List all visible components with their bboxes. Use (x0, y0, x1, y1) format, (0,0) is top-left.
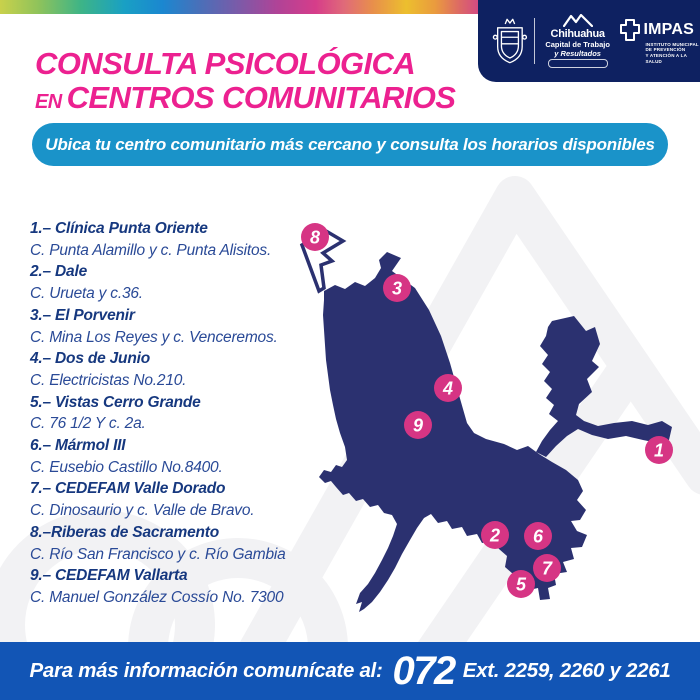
page-title-line2-main: CENTROS COMUNITARIOS (66, 80, 456, 115)
footer-extensions: Ext. 2259, 2260 y 2261 (462, 659, 671, 682)
center-title-4: 4.– Dos de Junio (30, 350, 150, 368)
map-marker-label-7: 7 (541, 558, 553, 579)
impas-cross-icon (619, 18, 641, 42)
page-title-line1: CONSULTA PSICOLÓGICA (35, 46, 416, 81)
center-address-5: C. 76 1/2 Y c. 2a. (30, 415, 146, 433)
phone-number-072: 072 (392, 649, 455, 693)
center-title-9: 9.– CEDEFAM Vallarta (30, 567, 188, 585)
impas-logo-name: IMPAS (643, 20, 694, 38)
chihuahua-logo-banner (548, 59, 608, 68)
impas-logo-subtitle (645, 42, 700, 65)
chihuahua-logo (542, 14, 614, 68)
page-title-line2 (35, 81, 455, 121)
footer-bar (0, 642, 700, 700)
center-address-7: C. Dinosaurio y c. Valle de Bravo. (30, 502, 255, 520)
impas-sub-line1: INSTITUTO MUNICIPAL (645, 41, 699, 47)
center-address-8: C. Río San Francisco y c. Río Gambia (30, 545, 286, 563)
chihuahua-logo-name: Chihuahua (550, 28, 605, 40)
map-marker-label-6: 6 (532, 526, 544, 547)
instruction-banner (32, 123, 668, 166)
impas-logo (619, 18, 700, 65)
centers-list (30, 218, 305, 609)
map-marker-label-8: 8 (309, 227, 321, 248)
impas-sub-line3: Y ATENCIÓN A LA SALUD (645, 53, 687, 64)
city-map (290, 215, 690, 615)
center-title-7: 7.– CEDEFAM Valle Dorado (30, 480, 226, 498)
center-title-6: 6.– Mármol III (30, 437, 126, 455)
center-title-3: 3.– El Porvenir (30, 306, 135, 324)
center-title-5: 5.– Vistas Cerro Grande (30, 393, 201, 411)
center-title-1: 1.– Clínica Punta Oriente (30, 220, 208, 237)
impas-sub-line2: DE PREVENCIÓN (645, 47, 686, 53)
map-marker-label-9: 9 (412, 415, 424, 436)
center-address-9: C. Manuel González Cossío No. 7300 (30, 588, 284, 606)
center-address-2: C. Urueta y c.36. (30, 285, 143, 303)
map-marker-label-5: 5 (515, 574, 527, 595)
chihuahua-coat-of-arms-icon (492, 15, 528, 67)
rainbow-gradient-bar (0, 0, 478, 14)
center-address-3: C. Mina Los Reyes y c. Venceremos. (30, 328, 278, 346)
center-title-2: 2.– Dale (30, 263, 87, 281)
page-title (35, 47, 455, 121)
instruction-banner-text: Ubica tu centro comunitario más cercano y consulta los horarios disponibles (45, 134, 655, 154)
map-marker-label-1: 1 (653, 440, 665, 461)
logo-divider (534, 18, 535, 64)
center-address-4: C. Electricistas No.210. (30, 371, 187, 389)
page-title-line2-prefix: EN (35, 91, 62, 113)
footer-label: Para más información comunícate al: (29, 659, 383, 682)
center-title-8: 8.–Riberas de Sacramento (30, 523, 220, 541)
chihuahua-logo-line2: Capital de Trabajo (545, 40, 610, 49)
center-address-6: C. Eusebio Castillo No.8400. (30, 458, 223, 476)
chihuahua-logo-line3: y Resultados (554, 48, 601, 58)
logo-block (478, 0, 700, 82)
map-marker-label-2: 2 (489, 525, 501, 546)
center-address-1: C. Punta Alamillo y c. Punta Alisitos. (30, 241, 272, 259)
mountains-icon (563, 14, 593, 27)
map-marker-label-4: 4 (442, 378, 454, 399)
map-marker-label-3: 3 (391, 278, 403, 299)
map-east-district (536, 316, 672, 457)
